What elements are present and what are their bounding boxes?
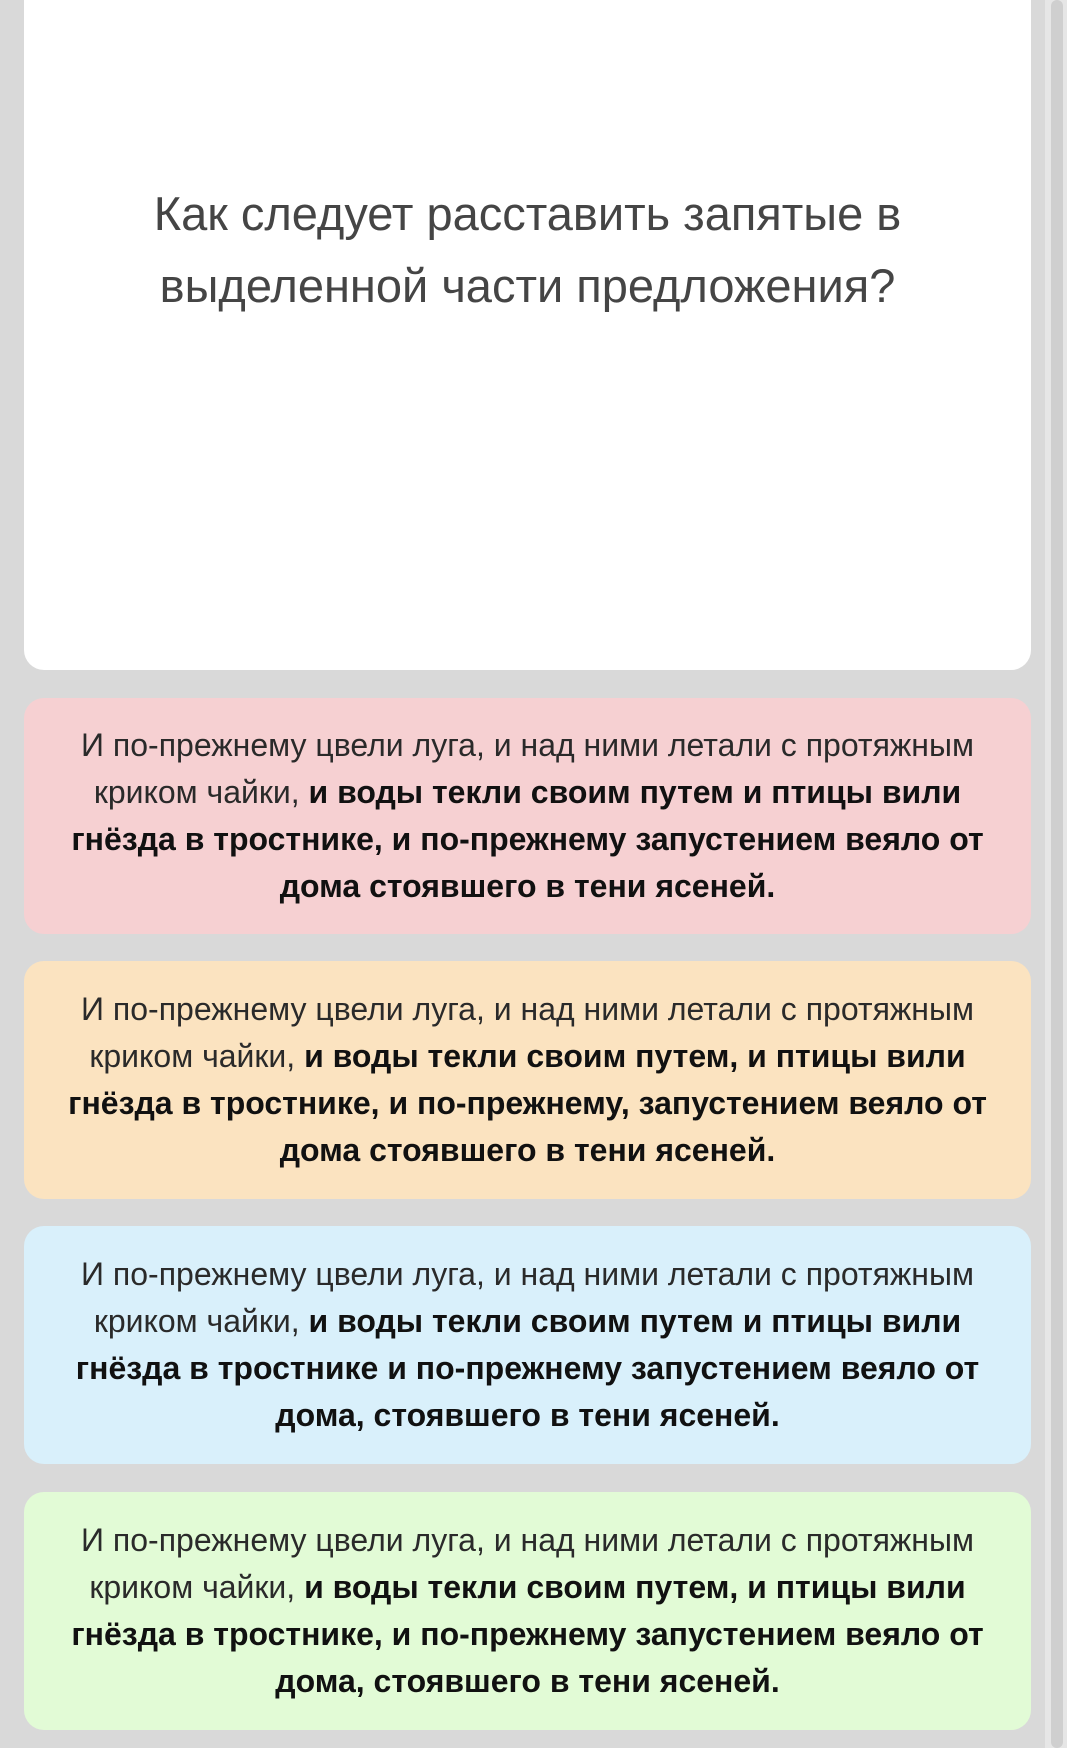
answer-option-3[interactable]	[24, 1226, 1031, 1464]
answer-option-text	[54, 1517, 1001, 1705]
answer-plain-part: И по-прежнему цвели луга, и над ними летали с протяжным криком чайки,	[81, 1522, 974, 1605]
answer-plain-part: И по-прежнему цвели луга, и над ними летали с протяжным криком чайки,	[81, 727, 974, 810]
answer-option-1[interactable]	[24, 698, 1031, 934]
answer-option-2[interactable]	[24, 961, 1031, 1199]
answer-highlighted-part: и воды текли своим путем и птицы вили гнёзда в тростнике и по-прежнему запустением веяло от дома, стоявшего в тени ясеней.	[75, 1303, 980, 1433]
answer-plain-part: И по-прежнему цвели луга, и над ними летали с протяжным криком чайки,	[81, 1256, 974, 1339]
question-card	[24, 0, 1031, 670]
answer-option-4[interactable]	[24, 1492, 1031, 1730]
answer-highlighted-part: и воды текли своим путем и птицы вили гнёзда в тростнике, и по-прежнему запустением веяло от дома стоявшего в тени ясеней.	[71, 774, 984, 904]
answer-option-text	[54, 722, 1001, 910]
answer-option-text	[54, 1251, 1001, 1439]
question-text: Как следует расставить запятые в выделенной части предложения?	[153, 187, 902, 312]
answer-highlighted-part: и воды текли своим путем, и птицы вили гнёзда в тростнике, и по-прежнему запустением веяло от дома, стоявшего в тени ясеней.	[71, 1569, 984, 1699]
answer-plain-part: И по-прежнему цвели луга, и над ними летали с протяжным криком чайки,	[81, 991, 974, 1074]
scrollbar-thumb[interactable]	[1051, 0, 1063, 1748]
answer-highlighted-part: и воды текли своим путем, и птицы вили гнёзда в тростнике, и по-прежнему, запустением веяло от дома стоявшего в тени ясеней.	[68, 1038, 987, 1168]
scrollbar[interactable]	[1045, 0, 1067, 1748]
answer-option-text	[54, 986, 1001, 1174]
